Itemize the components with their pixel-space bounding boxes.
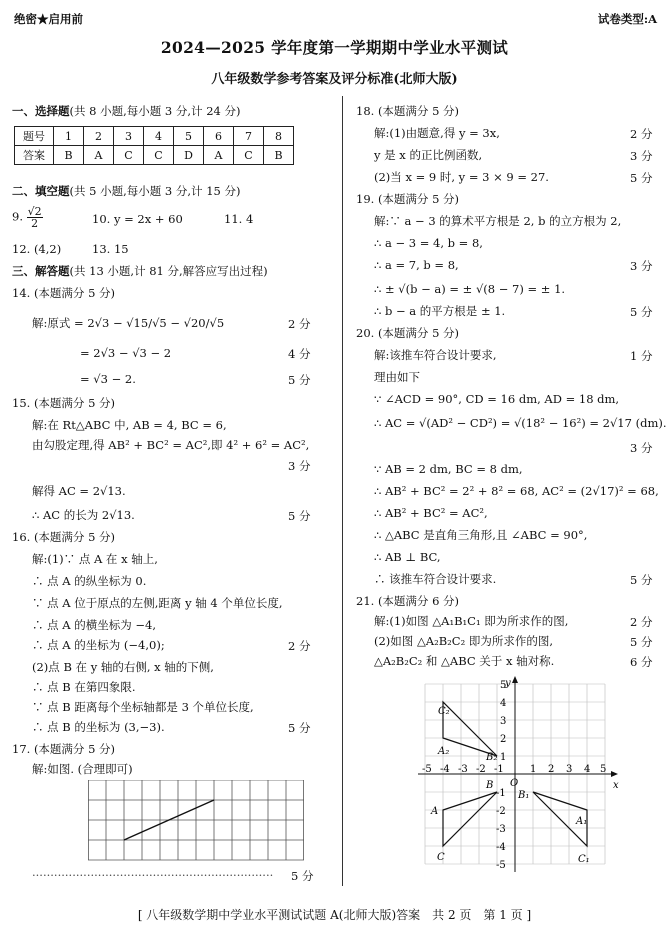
- q20-score: 5 分: [630, 573, 653, 587]
- confidential-label: 绝密★启用前: [14, 12, 83, 26]
- y-axis-label: y: [505, 678, 511, 689]
- q21-score: 2 分: [630, 615, 653, 629]
- tick-label: 3: [500, 716, 507, 727]
- point-label-c2: C₂: [438, 706, 450, 717]
- tick-label: 3: [566, 764, 573, 775]
- q15-heading: 15. (本题满分 5 分): [12, 396, 116, 410]
- tick-label: 4: [584, 764, 591, 775]
- tick-label: 5: [500, 680, 507, 691]
- table-cell: A: [204, 146, 234, 165]
- point-label-c: C: [437, 852, 445, 863]
- answer-13: 13. 15: [92, 242, 129, 256]
- table-cell: 8: [264, 127, 294, 146]
- q15-score: 3 分: [288, 459, 311, 473]
- table-cell: C: [114, 146, 144, 165]
- q16-line: ∴ 点 A 的横坐标为 −4,: [32, 618, 157, 632]
- table-cell: C: [234, 146, 264, 165]
- q20-line: ∴ AB² + BC² = AC²,: [374, 506, 488, 520]
- q18-heading: 18. (本题满分 5 分): [356, 104, 460, 118]
- tick-label: -4: [440, 764, 450, 775]
- point-label-a: A: [431, 806, 439, 817]
- tick-label: 1: [530, 764, 537, 775]
- q16-line: ∴ 点 B 的坐标为 (3,−3).: [32, 720, 165, 734]
- answer-9: 9. $\frac{√2}{2}$: [12, 205, 42, 230]
- x-tick-labels: [422, 764, 606, 775]
- q20-line: ∴ AB² + BC² = 2² + 8² = 68, AC² = (2√17)² = 68,: [374, 484, 659, 498]
- table-cell: C: [144, 146, 174, 165]
- point-label-a2: A₂: [438, 746, 450, 757]
- table-cell: B: [54, 146, 84, 165]
- table-cell: 5: [174, 127, 204, 146]
- q15-line: ∴ AC 的长为 2√13.: [32, 508, 135, 522]
- q18-score: 3 分: [630, 149, 653, 163]
- q17-grid-figure: [88, 780, 304, 862]
- q19-line: ∴ ± √(b − a) = ± √(8 − 7) = ± 1.: [374, 282, 566, 296]
- q16-line: ∴ 点 A 的纵坐标为 0.: [32, 574, 147, 588]
- y-tick-labels: [496, 680, 506, 871]
- origin-label: O: [510, 778, 519, 789]
- point-label-b1: B₁: [518, 790, 530, 801]
- q20-line: ∵ ∠ACD = 90°, CD = 16 dm, AD = 18 dm,: [374, 392, 620, 406]
- q14-score: 5 分: [288, 373, 311, 387]
- table-cell: 答案: [15, 146, 54, 165]
- section-1-heading: 一、选择题(共 8 小题,每小题 3 分,计 24 分): [12, 104, 241, 118]
- q14-score: 2 分: [288, 317, 311, 331]
- table-cell: A: [84, 146, 114, 165]
- grid-lines: [88, 780, 304, 860]
- tick-label: -1: [494, 764, 504, 775]
- point-label-b2: B₂: [486, 752, 498, 763]
- q14-score: 4 分: [288, 347, 311, 361]
- answer-11: 11. 4: [224, 212, 254, 226]
- q20-score: 1 分: [630, 349, 653, 363]
- q16-line: 解:(1)∵ 点 A 在 x 轴上,: [32, 552, 158, 566]
- q16-score: 5 分: [288, 721, 311, 735]
- answer-table: [14, 126, 294, 165]
- q20-line: ∴ 该推车符合设计要求.: [374, 572, 497, 586]
- tick-label: -4: [496, 842, 506, 853]
- point-label-c1: C₁: [578, 854, 590, 865]
- q19-line: ∴ b − a 的平方根是 ± 1.: [374, 304, 506, 318]
- q20-line: 解:该推车符合设计要求,: [374, 348, 497, 362]
- q17-score: 5 分: [288, 868, 313, 884]
- point-label-b: B: [486, 780, 494, 791]
- table-row: [15, 127, 294, 146]
- tick-label: -3: [496, 824, 506, 835]
- q21-score: 5 分: [630, 635, 653, 649]
- q21-heading: 21. (本题满分 6 分): [356, 594, 460, 608]
- tick-label: -5: [496, 860, 506, 871]
- section-3-heading: 三、解答题(共 13 小题,计 81 分,解答应写出过程): [12, 264, 268, 278]
- page-subtitle: 八年级数学参考答案及评分标准(北师大版): [211, 72, 458, 87]
- q20-line: ∵ AB = 2 dm, BC = 8 dm,: [374, 462, 523, 476]
- table-cell: 题号: [15, 127, 54, 146]
- q19-line: ∴ a = 7, b = 8,: [374, 258, 459, 272]
- tick-label: 4: [500, 698, 507, 709]
- q19-line: 解:∵ a − 3 的算术平方根是 2, b 的立方根为 2,: [374, 214, 622, 228]
- table-row: [15, 146, 294, 165]
- q15-line: 解:在 Rt△ABC 中, AB = 4, BC = 6,: [32, 418, 227, 432]
- q20-line: ∴ AC = √(AD² − CD²) = √(18² − 16²) = 2√17 (dm).: [374, 416, 667, 430]
- tick-label: -2: [496, 806, 506, 817]
- q16-line: ∴ 点 B 在第四象限.: [32, 680, 136, 694]
- table-cell: 1: [54, 127, 84, 146]
- q17-heading: 17. (本题满分 5 分): [12, 742, 116, 756]
- table-cell: B: [264, 146, 294, 165]
- q16-line: ∵ 点 A 位于原点的左侧,距离 y 轴 4 个单位长度,: [32, 596, 283, 610]
- q15-score: 5 分: [288, 509, 311, 523]
- answer-10: 10. y = 2x + 60: [92, 212, 183, 226]
- section-2-heading: 二、填空题(共 5 小题,每小题 3 分,计 15 分): [12, 184, 241, 198]
- q21-line: (2)如图 △A₂B₂C₂ 即为所求作的图,: [374, 634, 553, 648]
- tick-label: 5: [600, 764, 607, 775]
- table-cell: 4: [144, 127, 174, 146]
- tick-label: -3: [458, 764, 468, 775]
- triangle-a2b2c2: [443, 702, 497, 756]
- q14-line: = 2√3 − √3 − 2: [80, 346, 172, 360]
- q19-heading: 19. (本题满分 5 分): [356, 192, 460, 206]
- q15-line: 由勾股定理,得 AB² + BC² = AC²,即 4² + 6² = AC²,: [32, 438, 310, 452]
- x-axis-label: x: [613, 780, 619, 791]
- table-cell: D: [174, 146, 204, 165]
- answer-12: 12. (4,2): [12, 242, 62, 256]
- x-axis-arrow: [611, 771, 618, 777]
- q16-score: 2 分: [288, 639, 311, 653]
- q16-heading: 16. (本题满分 5 分): [12, 530, 116, 544]
- q18-line: (2)当 x = 9 时, y = 3 × 9 = 27.: [374, 170, 549, 184]
- q18-score: 5 分: [630, 171, 653, 185]
- table-cell: 7: [234, 127, 264, 146]
- y-axis-arrow: [512, 676, 518, 683]
- table-cell: 6: [204, 127, 234, 146]
- q16-line: ∵ 点 B 距离每个坐标轴都是 3 个单位长度,: [32, 700, 254, 714]
- q14-line: 解:原式 = 2√3 − √15/√5 − √20/√5: [32, 316, 225, 330]
- q15-line: 解得 AC = 2√13.: [32, 484, 126, 498]
- q20-score: 3 分: [630, 441, 653, 455]
- q21-line: △A₂B₂C₂ 和 △ABC 关于 x 轴对称.: [374, 654, 555, 668]
- triangle-abc: [443, 792, 497, 846]
- tick-label: -1: [496, 788, 506, 799]
- coordinate-graph: [410, 676, 620, 876]
- q21-score: 6 分: [630, 655, 653, 669]
- q18-score: 2 分: [630, 127, 653, 141]
- column-divider: [342, 96, 343, 886]
- point-label-a1: A₁: [576, 816, 588, 827]
- q20-line: ∴ AB ⊥ BC,: [374, 550, 441, 564]
- table-cell: 3: [114, 127, 144, 146]
- q20-line: ∴ △ABC 是直角三角形,且 ∠ABC = 90°,: [374, 528, 588, 542]
- q16-line: (2)点 B 在 y 轴的右侧, x 轴的下侧,: [32, 660, 214, 674]
- page-footer: [ 八年级数学期中学业水平测试试题 A(北师大版)答案 共 2 页 第 1 页 ]: [137, 908, 532, 922]
- q20-line: 理由如下: [374, 370, 420, 384]
- q18-line: 解:(1)由题意,得 y = 3x,: [374, 126, 500, 140]
- q17-line: 解:如图. (合理即可): [32, 762, 133, 776]
- dot-leader: ··································································: [32, 868, 274, 882]
- tick-label: 2: [500, 734, 507, 745]
- q21-line: 解:(1)如图 △A₁B₁C₁ 即为所求作的图,: [374, 614, 569, 628]
- q20-heading: 20. (本题满分 5 分): [356, 326, 460, 340]
- q14-line: = √3 − 2.: [80, 372, 136, 386]
- page-title: 2024—2025 学年度第一学期期中学业水平测试: [160, 38, 509, 57]
- q18-line: y 是 x 的正比例函数,: [374, 148, 483, 162]
- tick-label: 1: [500, 752, 507, 763]
- tick-label: 2: [548, 764, 555, 775]
- q19-score: 3 分: [630, 259, 653, 273]
- q16-line: ∴ 点 A 的坐标为 (−4,0);: [32, 638, 165, 652]
- table-cell: 2: [84, 127, 114, 146]
- tick-label: -5: [422, 764, 432, 775]
- paper-type-label: 试卷类型:A: [597, 12, 657, 26]
- q19-line: ∴ a − 3 = 4, b = 8,: [374, 236, 483, 250]
- q19-score: 5 分: [630, 305, 653, 319]
- tick-label: -2: [476, 764, 486, 775]
- q14-heading: 14. (本题满分 5 分): [12, 286, 116, 300]
